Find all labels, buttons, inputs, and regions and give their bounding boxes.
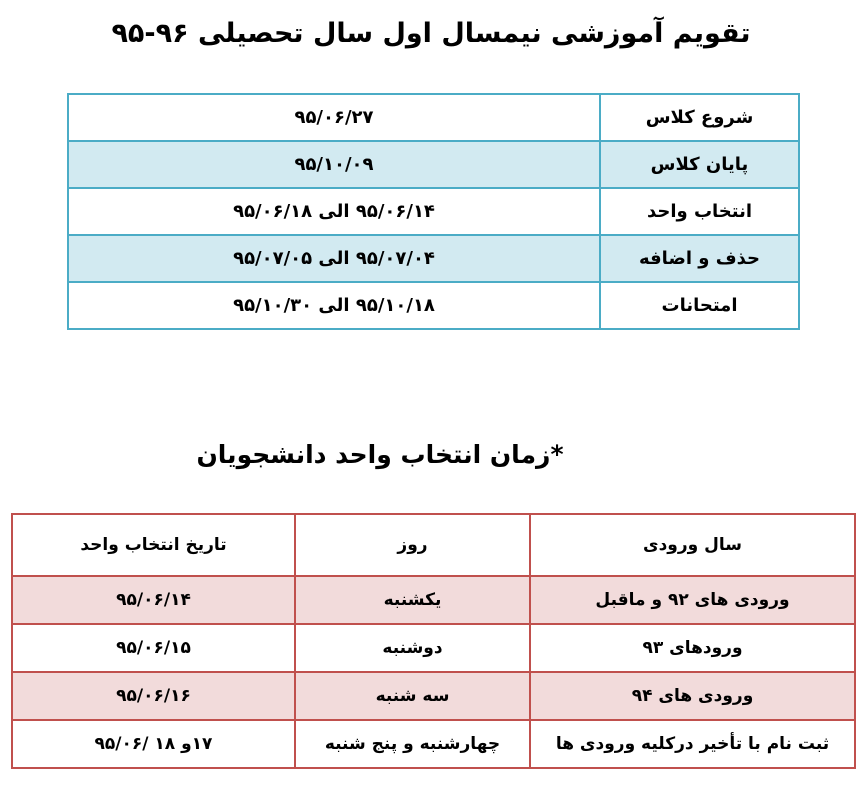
column-header: تاریخ انتخاب واحد (12, 514, 295, 576)
table-row (68, 235, 799, 282)
table-row (12, 720, 855, 768)
cell-day: سه شنبه (295, 672, 530, 720)
row-label: شروع کلاس (600, 94, 799, 141)
cell-date: ۹۵/۰۶/۱۶ (12, 672, 295, 720)
row-label: پایان کلاس (600, 141, 799, 188)
cell-date: ۱۷و ۱۸ /۹۵/۰۶ (12, 720, 295, 768)
page-title: تقویم آموزشی نیمسال اول سال تحصیلی ۹۶-۹۵ (111, 18, 751, 49)
row-value: ۹۵/۰۶/۱۴ الی ۹۵/۰۶/۱۸ (68, 188, 600, 235)
row-value: ۹۵/۱۰/۱۸ الی ۹۵/۱۰/۳۰ (68, 282, 600, 329)
row-value: ۹۵/۰۷/۰۴ الی ۹۵/۰۷/۰۵ (68, 235, 600, 282)
academic-calendar-table (67, 93, 800, 330)
table-row (12, 576, 855, 624)
cell-date: ۹۵/۰۶/۱۴ (12, 576, 295, 624)
cell-day: دوشنبه (295, 624, 530, 672)
table-row (68, 141, 799, 188)
row-label: انتخاب واحد (600, 188, 799, 235)
column-header: سال ورودی (530, 514, 855, 576)
column-header: روز (295, 514, 530, 576)
table-row (12, 672, 855, 720)
row-label: حذف و اضافه (600, 235, 799, 282)
cell-date: ۹۵/۰۶/۱۵ (12, 624, 295, 672)
cell-entry-year: ثبت نام با تأخیر درکلیه ورودی ها (530, 720, 855, 768)
cell-day: یکشنبه (295, 576, 530, 624)
cell-entry-year: ورودهای ۹۳ (530, 624, 855, 672)
table-row (12, 624, 855, 672)
table-header-row (12, 514, 855, 576)
row-label: امتحانات (600, 282, 799, 329)
cell-entry-year: ورودی های ۹۲ و ماقبل (530, 576, 855, 624)
cell-day: چهارشنبه و پنج شنبه (295, 720, 530, 768)
row-value: ۹۵/۰۶/۲۷ (68, 94, 600, 141)
table-row (68, 282, 799, 329)
cell-entry-year: ورودی های ۹۴ (530, 672, 855, 720)
section-title: *زمان انتخاب واحد دانشجویان (196, 440, 564, 469)
row-value: ۹۵/۱۰/۰۹ (68, 141, 600, 188)
table-row (68, 94, 799, 141)
table-row (68, 188, 799, 235)
registration-schedule-table (11, 513, 856, 769)
